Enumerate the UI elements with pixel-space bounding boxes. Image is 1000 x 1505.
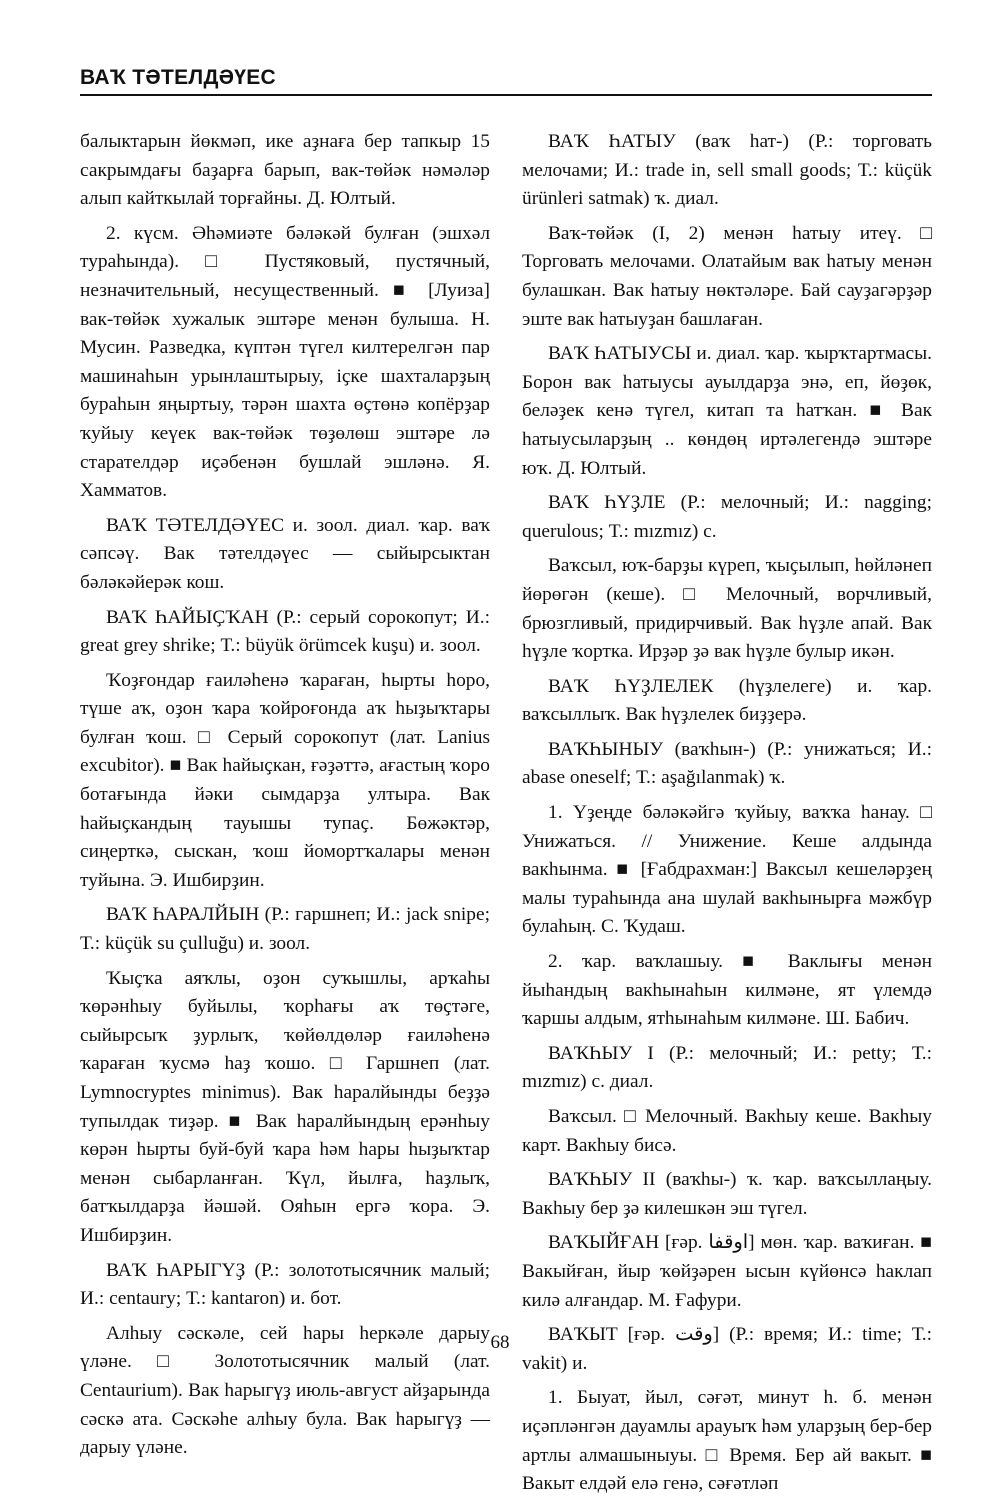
entry-paragraph: ВАҠ ҺАРЫГҮҘ (Р.: золототысячник малый; И.: centaury; Т.: kantaron) и. бот. bbox=[80, 1259, 490, 1310]
entry-paragraph: ВАҠ ҺАТЫУ (ваҡ һат-) (Р.: торговать мелочами; И.: trade in, sell small goods; Т.: küçük ürünleri satmak) ҡ. диал. bbox=[522, 131, 932, 210]
entry-paragraph: Ваҡсыл, юҡ-барҙы күреп, ҡыҫылып, һөйләнеп йөрөгән (кеше). □ Мелочный, ворчливый, брюзгливый, придирчивый. Вак һүҙле апай. Вак һүҙле ҡортка. Ирҙәр ҙә вак һүҙле булыр икән. bbox=[522, 555, 932, 663]
running-header bbox=[80, 66, 932, 96]
entry-paragraph: ВАҠ ҺАЙЫҪҠАН (Р.: серый сорокопут; И.: great grey shrike; Т.: büyük örümcek kuşu) и. зоол. bbox=[80, 606, 490, 657]
entry-paragraph: балыктарын йөкмәп, ике аҙнаға бер тапкыр 15 сакрымдағы баҙарға барып, вак-төйәк нәмәләр алып кайткылай торғайны. Д. Юлтый. bbox=[80, 131, 490, 210]
entry-paragraph: ВАҠЫТ [ғәр. وقت] (Р.: время; И.: time; Т.: vakit) и. bbox=[522, 1324, 932, 1374]
entry-paragraph: 2. күсм. Әһәмиәте бәләкәй булған (эшхәл тураһында). □ Пустяковый, пустячный, незначительный, несущественный. ■ [Луиза] вак-төйәк хужалык эштәре менән булыша. Н. Мусин. Разведка, күптән түгел килтерелгән пар машинаһын урынлаштырыу, іҫке шахталарҙың бураһын яңыртыу, тәрән шахта өҫтөнә копёрҙар ҡуйыу кеүек вак-төйәк төҙөлөш эштәре лә старателдәр иҫәбенән бушлай эшләнә. Я. Хамматов. bbox=[80, 222, 490, 502]
entry-paragraph: ВАҠҺЫУ I (Р.: мелочный; И.: petty; Т.: mızmız) с. диал. bbox=[522, 1042, 932, 1093]
entry-paragraph: Ҡоҙғондар ғаиләһенә ҡараған, һырты һоро, түше аҡ, оҙон ҡара ҡойроғонда аҡ һыҙыҡтары булған ҡош. □ Серый сорокопут (лат. Lanius excubitor). ■ Вак һайыҫкан, ғәҙәттә, ағастың ҡоро ботағында йәки сымдарҙа ултыра. Вак һайыҫкандың тауышы тупаҫ. Бөжәктәр, сиңерткә, сыскан, ҡош йомортҡалары менән туйына. Э. Ишбирҙин. bbox=[80, 669, 490, 891]
entry-paragraph: 1. Үҙеңде бәләкәйгә ҡуйыу, ваҡҡа һанау. □ Унижаться. // Унижение. Кеше алдында вакһынма. ■ [Ғабдрахман:] Ваксыл кешеләрҙең малы тураһында ана шулай вакһынырға мәжбүр булаһың. С. Ҡудаш. bbox=[522, 802, 932, 938]
entry-paragraph: Ваҡсыл. □ Мелочный. Вакһыу кеше. Вакһыу карт. Вакһыу бисә. bbox=[522, 1106, 932, 1156]
entry-paragraph: ВАҠҺЫНЫУ (ваҡһын-) (Р.: унижаться; И.: abase oneself; Т.: aşağılanmak) ҡ. bbox=[522, 738, 932, 789]
entry-paragraph: 2. ҡар. ваҡлашыу. ■ Ваклығы менән йыһандың вакһынаһын килмәне, ят үлемдә ҡаршы алдым, ятһынаһым килмәне. Ш. Бабич. bbox=[522, 951, 932, 1030]
entry-paragraph: Ҡыҫҡа аяҡлы, оҙон суҡышлы, арҡаһы ҡөрәнһыу буйылы, ҡорһағы аҡ төҫтәге, сыйырсыҡ ҙурлыҡ, ҡөйөлдөләр ғаиләһенә ҡараған ҡусмә һаҙ ҡошо. □ Гаршнеп (лат. Lymnocryptes minimus). Вак һаралйынды беҙҙә тупылдак тиҙәр. ■ Вак һаралйындың ерәнһыу көрән һырты буй-буй ҡара һәм һары һыҙыҡтар менән сыбарланған. Ҡүл, йылға, һаҙлыҡ, батҡылдарҙа йәшәй. Ояһын ергә ҡора. Э. Ишбирҙин. bbox=[80, 967, 490, 1246]
entry-paragraph: ВАҠ ҺҮҘЛЕЛЕК (һүҙлелеге) и. ҡар. ваҡсыллыҡ. Вак һүҙлелек биҙҙерә. bbox=[522, 675, 932, 726]
right-column bbox=[522, 128, 932, 1505]
entry-paragraph: ВАҠ ҺАРАЛЙЫН (Р.: гаршнеп; И.: jack snipe; Т.: küçük su çulluğu) и. зоол. bbox=[80, 904, 490, 955]
entry-paragraph: ВАҠ ҺҮҘЛЕ (Р.: мелочный; И.: nagging; querulous; Т.: mızmız) с. bbox=[522, 492, 932, 542]
left-column bbox=[80, 128, 490, 1469]
entry-paragraph: ВАҠ ТӘТЕЛДӘҮЕС и. зоол. диал. ҡар. ваҡ сәпсәү. Вак тәтелдәүес — сыйырсыктан бәләкәйерәк кош. bbox=[80, 514, 490, 593]
entry-paragraph: Ваҡ-төйәк (I, 2) менән һатыу итеү. □ Торговать мелочами. Олатайым вак һатыу менән булашкан. Вак һатыу нөктәләре. Бай сауҙагәрҙәр эште вак һатыуҙан башлаған. bbox=[522, 222, 932, 330]
entry-paragraph: Алһыу сәскәле, сей һары һеркәле дарыу үләне. □ Золототысячник малый (лат. Centaurium). Вак һарыгүҙ июль-август айҙарында сәскә ата. Сәскәһе алһыу була. Вак һарыгүҙ — дарыу үләне. bbox=[80, 1322, 490, 1459]
header-title: ВАҠ ТӘТЕЛДӘҮЕС bbox=[80, 66, 277, 89]
entry-paragraph: ВАҠЫЙҒАН [ғәр. اوقفا] мөн. ҡар. ваҡиған. ■ Вакыйған, йыр ҡөйҙәрен ысын күйөнсә һаклап килә алғандар. М. Ғафури. bbox=[522, 1232, 932, 1311]
page-number: 68 bbox=[490, 1332, 510, 1353]
entry-paragraph: 1. Быуат, йыл, сәғәт, минут һ. б. менән иҫәпләнгән дауамлы араyыҡ һәм уларҙың бер-бер артлы алмашыныуы. □ Время. Бер ай вакыт. ■ Вакыт елдәй елә генә, сәғәтләп bbox=[522, 1387, 932, 1495]
entry-paragraph: ВАҠҺЫУ II (ваҡһы-) ҡ. ҡар. ваҡсыллаңыу. Вакһыу бер ҙә килешкән эш түгел. bbox=[522, 1169, 932, 1219]
entry-paragraph: ВАҠ ҺАТЫУСЫ и. диал. ҡар. ҡырҡтартмасы. Борон вак һатыусы ауылдарҙа энә, еп, йөҙөк, беләҙек кенә түгел, китап та һатҡан. ■ Вак һатыусыларҙың .. көндөң иртәлегендә эштәре юҡ. Д. Юлтый. bbox=[522, 343, 932, 479]
